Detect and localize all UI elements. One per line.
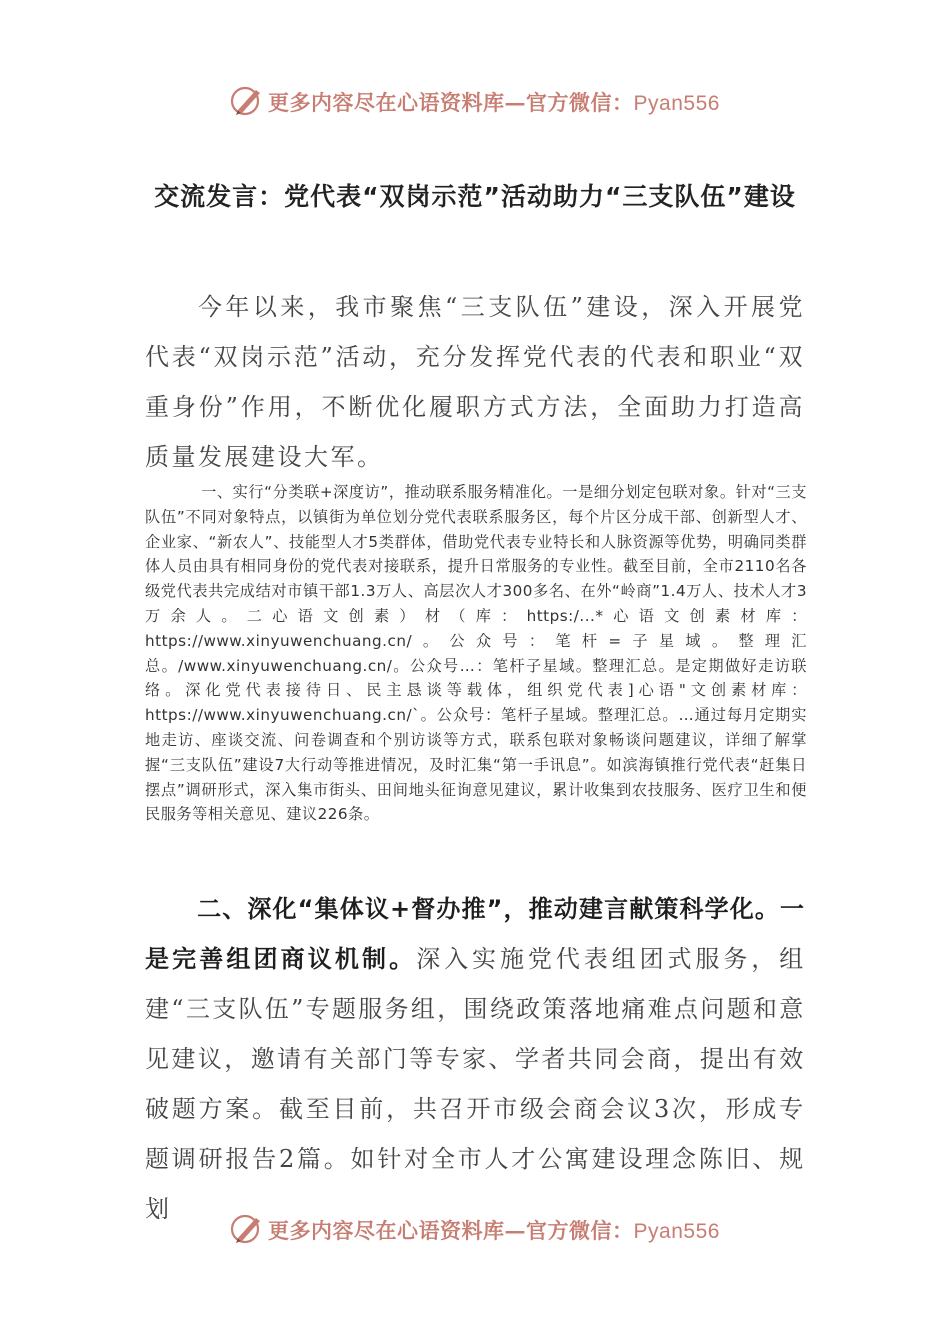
footer-watermark-banner: [0, 1212, 950, 1248]
document-title: 交流发言：党代表“双岗示范”活动助力“三支队伍”建设: [154, 182, 796, 211]
section-2-heading: 二、深化“集体议+督办推”，推动建言献策科学化。: [197, 895, 780, 923]
pen-logo-icon: [230, 1212, 266, 1248]
section-2-body: 深入实施党代表组团式服务，组建“三支队伍”专题服务组，围绕政策落地痛难点问题和意见建议，邀请有关部门等专家、学者共同会商，提出有效破题方案。截至目前，共召开市级会商会议3次，形成专题调研报告2篇。如针对全市人才公寓建设理念陈旧、规划: [145, 945, 805, 1223]
banner-text: 更多内容尽在心语资料库—官方微信：Pyan556: [268, 1218, 720, 1243]
header-watermark-banner: [0, 84, 950, 120]
section-2-paragraph: [145, 884, 805, 1234]
section-2-subheading: 一是完善组团商议机制。: [145, 895, 805, 973]
pen-logo-icon: [230, 84, 266, 120]
intro-paragraph: 今年以来，我市聚焦“三支队伍”建设，深入开展党代表“双岗示范”活动，充分发挥党代表的代表和职业“双重身份”作用，不断优化履职方式方法，全面助力打造高质量发展建设大军。: [145, 293, 805, 471]
wechat-id: Pyan556: [633, 1220, 720, 1243]
section-1-paragraph: 一、实行“分类联+深度访”，推动联系服务精准化。一是细分划定包联对象。针对“三支队伍”不同对象特点，以镇街为单位划分党代表联系服务区，每个片区分成干部、创新型人才、企业家、“新农人”、技能型人才5类群体，借助党代表专业特长和人脉资源等优势，明确同类群体人员由具有相同身份的党代表对接联系，提升日常服务的专业性。截至目前，全市2110名各级党代表共完成结对市镇干部1.3万人、高层次人才300多名、在外“岭商”1.4万人、技术人才3万余人。二心语文创素）材（库：https:/...*心语文创素材库：https://www.xinyuwenchuang.cn/。公众号：笔杆=子星域。整理汇总。/www.xinyuwenchuang.cn/。公众号…：笔杆子星域。整理汇总。是定期做好走访联络。深化党代表接待日、民主恳谈等载体，组织党代表]心语"文创素材库：https://www.xinyuwenchuang.cn/`。公众号：笔杆子星域。整理汇总。…通过每月定期实地走访、座谈交流、问卷调查和个别访谈等方式，联系包联对象畅谈问题建议，详细了解掌握“三支队伍”建设7大行动等推进情况，及时汇集“第一手讯息”。如滨海镇推行党代表“赶集日摆点”调研形式，深入集市街头、田间地头征询意见建议，累计收集到农技服务、医疗卫生和便民服务等相关意见、建议226条。: [145, 483, 807, 824]
wechat-id: Pyan556: [633, 92, 720, 115]
banner-text: 更多内容尽在心语资料库—官方微信：Pyan556: [268, 90, 720, 115]
